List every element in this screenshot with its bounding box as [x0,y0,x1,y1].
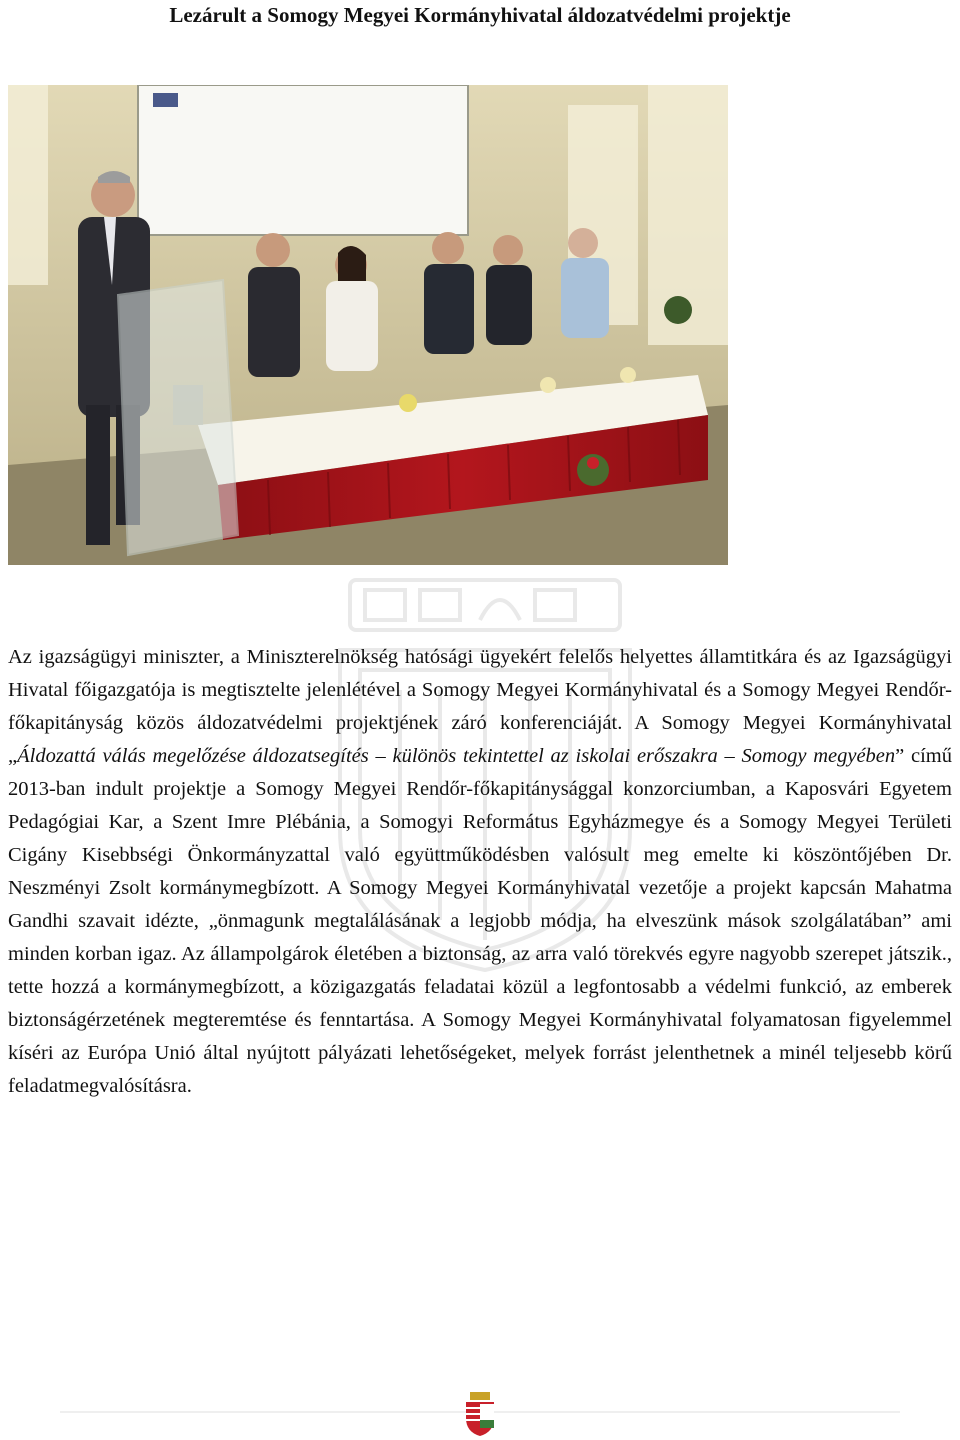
conference-photo [8,85,728,565]
projection-screen [138,85,468,235]
screen-logo [153,93,178,107]
page-title: Lezárult a Somogy Megyei Kormányhivatal áldozatvédelmi projektje [169,3,791,27]
footer-logo [0,1390,960,1440]
project-title: Áldozattá válás megelőzése áldozatsegítés – különös tekintettel az iskolai erőszakra – Somogy megyében [17,745,896,767]
lectern-emblem [173,385,203,425]
hungarian-coat-of-arms-icon [466,1392,494,1436]
paragraph-part-2: ” című 2013-ban indult projektje a Somogy Megyei Rendőr-főkapitánysággal konzorciumban, a Kaposvári Egyetem Pedagógiai Kar, a Szent Imre Plébánia, a Somogyi Református Egyházmegye és a Somogy Megyei Területi Cigány Kisebbségi Önkormányzattal való együttműködésben valósult meg emelte ki köszöntőjében Dr. Neszményi Zsolt kormánymegbízott. A Somogy Megyei Kormányhivatal vezetője a projekt kapcsán Mahatma Gandhi szavait idézte, „önmagunk megtalálásának a legjobb módja, ha elveszünk mások szolgálatában” ami minden korban igaz. Az állampolgárok életében a biztonság, az arra való törekvés egyre nagyobb szerepet játszik., tette hozzá a kormánymegbízott, a közigazgatás feladatai közül a legfontosabb a védelmi funkció, az emberek biztonságérzetének megteremtése és fenntartása. A Somogy Megyei Kormányhivatal folyamatosan figyelemmel kíséri az Európa Unió által nyújtott pályázati lehetőségeket, melyek forrást jelenthetnek a minél teljesebb körű feladatmegvalósításra. [8,745,952,1097]
article-paragraph [8,641,952,1103]
paragraph-part-1: Az igazságügyi miniszter, a Miniszterelnökség hatósági ügyekért felelős helyettes államtitkára és az Igazságügyi Hivatal főigazgatója is megtisztelte jelenlétével a Somogy Megyei Kormányhivatal és a Somogy Megyei Rendőr-főkapitányság közös áldozatvédelmi projektjének záró konferenciáját. A Somogy Megyei Kormányhivatal „ [8,646,952,767]
